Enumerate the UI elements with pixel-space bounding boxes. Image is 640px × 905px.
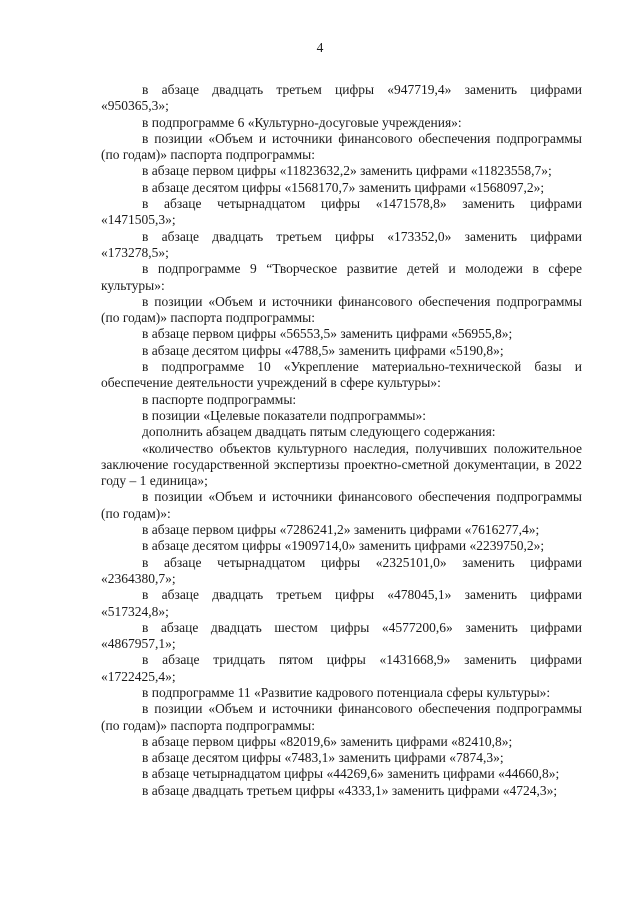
- paragraph: в абзаце десятом цифры «4788,5» заменить цифрами «5190,8»;: [142, 342, 504, 358]
- paragraph: в подпрограмме 9 “Творческое развитие детей и молодежи в сфере культуры»:: [101, 261, 582, 293]
- paragraph: в абзаце двадцать шестом цифры «4577200,6» заменить цифрами «4867957,1»;: [101, 619, 582, 652]
- paragraph: в подпрограмме 11 «Развитие кадрового потенциала сферы культуры»:: [142, 684, 551, 700]
- paragraph: в абзаце двадцать третьем цифры «4333,1» заменить цифрами «4724,3»;: [142, 782, 558, 798]
- paragraph: в абзаце десятом цифры «7483,1» заменить цифрами «7874,3»;: [142, 750, 504, 766]
- paragraph: в позиции «Целевые показатели подпрограммы»:: [142, 407, 427, 423]
- paragraph: в абзаце двадцать третьем цифры «173352,0» заменить цифрами «173278,5»;: [101, 228, 582, 260]
- paragraph: в паспорте подпрограммы:: [142, 391, 297, 407]
- paragraph: в абзаце тридцать пятом цифры «1431668,9» заменить цифрами «1722425,4»;: [101, 652, 582, 684]
- paragraph: в подпрограмме 6 «Культурно-досуговые учреждения»:: [142, 114, 462, 130]
- paragraph: «количество объектов культурного наследия, получивших положительное заключение государственной экспертизы проектно-сметной документации, в 2022 году – 1 единица»;: [101, 440, 582, 489]
- paragraph: в позиции «Объем и источники финансового обеспечения подпрограммы (по годам)»:: [101, 489, 582, 521]
- paragraph: в позиции «Объем и источники финансового обеспечения подпрограммы (по годам)» паспорта подпрограммы:: [101, 701, 582, 733]
- paragraph: в абзаце первом цифры «82019,6» заменить цифрами «82410,8»;: [142, 733, 513, 749]
- paragraph: в абзаце четырнадцатом цифры «2325101,0» заменить цифрами «2364380,7»;: [101, 554, 582, 586]
- paragraph: в подпрограмме 10 «Укрепление материально-технической базы и обеспечение деятельности учреждений в сфере культуры»:: [101, 359, 582, 391]
- paragraph: в абзаце двадцать третьем цифры «947719,4» заменить цифрами «950365,3»;: [101, 82, 582, 114]
- paragraph: в абзаце четырнадцатом цифры «1471578,8» заменить цифрами «1471505,3»;: [101, 196, 582, 228]
- paragraph: в абзаце десятом цифры «1909714,0» заменить цифрами «2239750,2»;: [142, 538, 545, 554]
- paragraph: в позиции «Объем и источники финансового обеспечения подпрограммы (по годам)» паспорта подпрограммы:: [101, 293, 582, 326]
- paragraph: дополнить абзацем двадцать пятым следующего содержания:: [142, 424, 496, 440]
- paragraph: в абзаце двадцать третьем цифры «478045,1» заменить цифрами «517324,8»;: [101, 587, 582, 619]
- paragraph: в абзаце десятом цифры «1568170,7» заменить цифрами «1568097,2»;: [142, 179, 545, 195]
- paragraph: в позиции «Объем и источники финансового обеспечения подпрограммы (по годам)» паспорта подпрограммы:: [101, 130, 582, 163]
- paragraph: в абзаце четырнадцатом цифры «44269,6» заменить цифрами «44660,8»;: [142, 766, 560, 782]
- paragraph: в абзаце первом цифры «11823632,2» заменить цифрами «11823558,7»;: [142, 163, 552, 179]
- paragraph: в абзаце первом цифры «56553,5» заменить цифрами «56955,8»;: [142, 326, 513, 342]
- document-body: [101, 82, 582, 799]
- page-number: 4: [316, 40, 324, 55]
- paragraph: в абзаце первом цифры «7286241,2» заменить цифрами «7616277,4»;: [142, 522, 540, 538]
